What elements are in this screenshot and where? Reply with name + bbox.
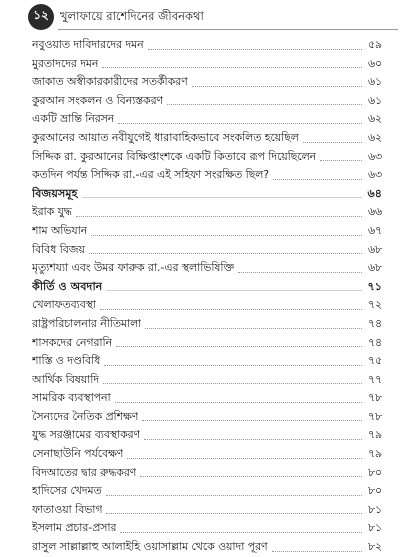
toc-entry-page: ৬২ [367,130,382,144]
toc-entry-title: হাদিসের খেদমত [32,484,102,498]
toc-entry-title: সিদ্দিক রা. কুরআনের বিক্ষিপ্তাংশকে একটি কিতাবে রূপ দিয়েছিলেন [32,149,317,163]
toc-leader [238,272,362,273]
toc-entry [32,259,382,278]
toc-entry [32,482,382,501]
toc-entry-title: শাম অভিযান [32,223,88,237]
toc-entry-page: ৬১ [367,93,382,107]
toc-entry-title: শাস্তি ও দণ্ডবিধি [32,354,101,368]
toc-leader [102,67,362,68]
toc-entry-page: ৬২ [367,112,382,126]
toc-leader [115,402,362,403]
toc-entry [32,203,382,222]
toc-section-heading [32,278,382,297]
toc-entry-title: সামরিক ব্যবস্থাপনা [32,391,111,405]
toc-entry-page: ৬৩ [367,168,382,182]
toc-entry [32,371,382,390]
toc-entry-title: রাষ্ট্রপরিচালনার নীতিমালা [32,316,142,330]
toc-entry [32,352,382,371]
toc-leader [82,197,362,198]
toc-entry [32,129,382,148]
toc-entry [32,408,382,427]
toc-entry-title: ফাতাওয়া বিভাগ [32,502,103,516]
toc-entry-page: ৫৯ [367,38,382,51]
toc-entry-page: ৮০ [367,484,382,498]
toc-entry-title: যুদ্ধ সরঞ্জামের ব্যবস্থাকরণ [32,428,141,442]
toc-leader [106,290,362,291]
toc-leader [272,551,362,552]
toc-leader [89,253,362,254]
toc-entry-title: বিবিধ বিজয় [32,242,85,256]
toc-entry-title: নবুওয়াত দাবিদারদের দমন [32,38,144,51]
toc-entry [32,334,382,353]
toc-entry [32,73,382,92]
toc-entry-page: ৮১ [367,502,382,516]
toc-entry-title: সৈন্যদের নৈতিক প্রশিক্ষণ [32,409,139,423]
toc-entry-title: ইরাক যুদ্ধ [32,205,72,219]
toc-entry [32,464,382,483]
toc-entry-page: ৮০ [367,465,382,479]
toc-leader [140,476,362,477]
toc-entry [32,241,382,260]
toc-entry-page: ৭১ [367,279,382,293]
toc-entry [32,389,382,408]
toc-entry-title: শাসকদের নেগরানি [32,335,113,349]
toc-entry-page: ৭৯ [367,428,382,442]
toc-leader [303,142,362,143]
toc-entry [32,426,382,445]
toc-leader [91,235,362,236]
toc-entry [32,110,382,129]
toc-entry-page: ৭৮ [367,409,382,423]
toc-entry-page: ৭৪ [367,335,382,349]
toc-entry-title: সেনাছাউনি পর্যবেক্ষণ [32,447,124,461]
toc-entry-page: ৬০ [367,56,382,70]
toc-entry [32,148,382,167]
toc-entry-page: ৬৪ [367,186,382,200]
toc-entry [32,92,382,111]
toc-entry [32,445,382,464]
toc-leader [104,365,362,366]
toc-entry-title: ইসলাম প্রচার-প্রসার [32,521,117,535]
toc-entry [32,55,382,74]
toc-entry-page: ৭৭ [367,372,382,386]
toc-leader [145,328,362,329]
toc-entry-title: রাসুল সাল্লাল্লাহু আলাইহি ওয়াসাল্লাম থেকে ওয়াদা পূরণ [32,540,268,554]
toc-entry-page: ৬৮ [367,261,382,275]
toc-entry-page: ৭৯ [367,447,382,461]
toc-leader [76,216,362,217]
toc-leader [118,123,362,124]
table-of-contents [32,36,382,557]
toc-entry-title: মৃত্যুশয্যা এবং উমর ফারুক রা.-এর স্থলাভিষিক্তি [32,261,234,275]
toc-entry [32,166,382,185]
toc-leader [142,420,362,421]
page-header [28,2,398,32]
toc-entry-title: মুরতাদদের দমন [32,56,99,70]
toc-entry-title: কুরআন সংকলন ও বিন্যস্তকরণ [32,93,164,107]
toc-leader [106,513,362,514]
toc-entry-title: জাকাত অস্বীকারকারীদের সতর্কীকরণ [32,75,188,89]
toc-leader [100,309,362,310]
toc-leader [106,495,362,496]
toc-entry-page: ৭২ [367,298,382,312]
toc-leader [320,160,362,161]
toc-entry-title: কীর্তি ও অবদান [32,279,103,293]
toc-leader [192,86,362,87]
toc-entry-title: বিদআতের দ্বার রুদ্ধকরণ [32,465,137,479]
toc-entry [32,315,382,334]
toc-entry [32,501,382,520]
toc-entry [32,296,382,315]
toc-entry-title: কতদিন পর্যন্ত সিদ্দিক রা.-এর এই সহিফা সংরক্ষিত ছিল? [32,168,270,182]
toc-leader [148,49,362,50]
toc-entry-title: খেলাফতব্যবস্থা [32,298,97,312]
toc-entry-title: বিজয়সমূহ [32,186,78,200]
header-divider [58,29,398,30]
toc-leader [167,104,362,105]
toc-entry-page: ৭৮ [367,391,382,405]
toc-entry-page: ৬৩ [367,149,382,163]
toc-leader [103,383,362,384]
toc-entry [32,538,382,557]
toc-entry [32,222,382,241]
toc-entry [32,36,382,55]
toc-entry-page: ৮১ [367,521,382,535]
toc-leader [273,179,362,180]
toc-entry-page: ৮২ [367,540,382,554]
toc-entry-title: কুরআনের আয়াত নবীযুগেই ধারাবাহিকভাবে সংকলিত হয়েছিল [32,130,299,144]
toc-leader [120,532,362,533]
page-number-badge: ১২ [28,4,54,30]
toc-leader [116,346,362,347]
toc-entry-page: ৭৫ [367,354,382,368]
toc-entry-page: ৬৭ [367,223,382,237]
toc-leader [144,439,362,440]
toc-section-heading [32,185,382,204]
toc-entry-page: ৬৬ [367,205,382,219]
toc-entry-page: ৬৮ [367,242,382,256]
toc-leader [127,458,362,459]
toc-entry-page: ৬১ [367,75,382,89]
toc-entry [32,519,382,538]
running-title: খুলাফায়ে রাশেদিনের জীবনকথা [60,8,204,23]
toc-entry-title: আর্থিক বিষয়াদি [32,372,99,386]
toc-entry-title: একটি ভ্রান্তি নিরসন [32,112,115,126]
toc-entry-page: ৭৪ [367,316,382,330]
